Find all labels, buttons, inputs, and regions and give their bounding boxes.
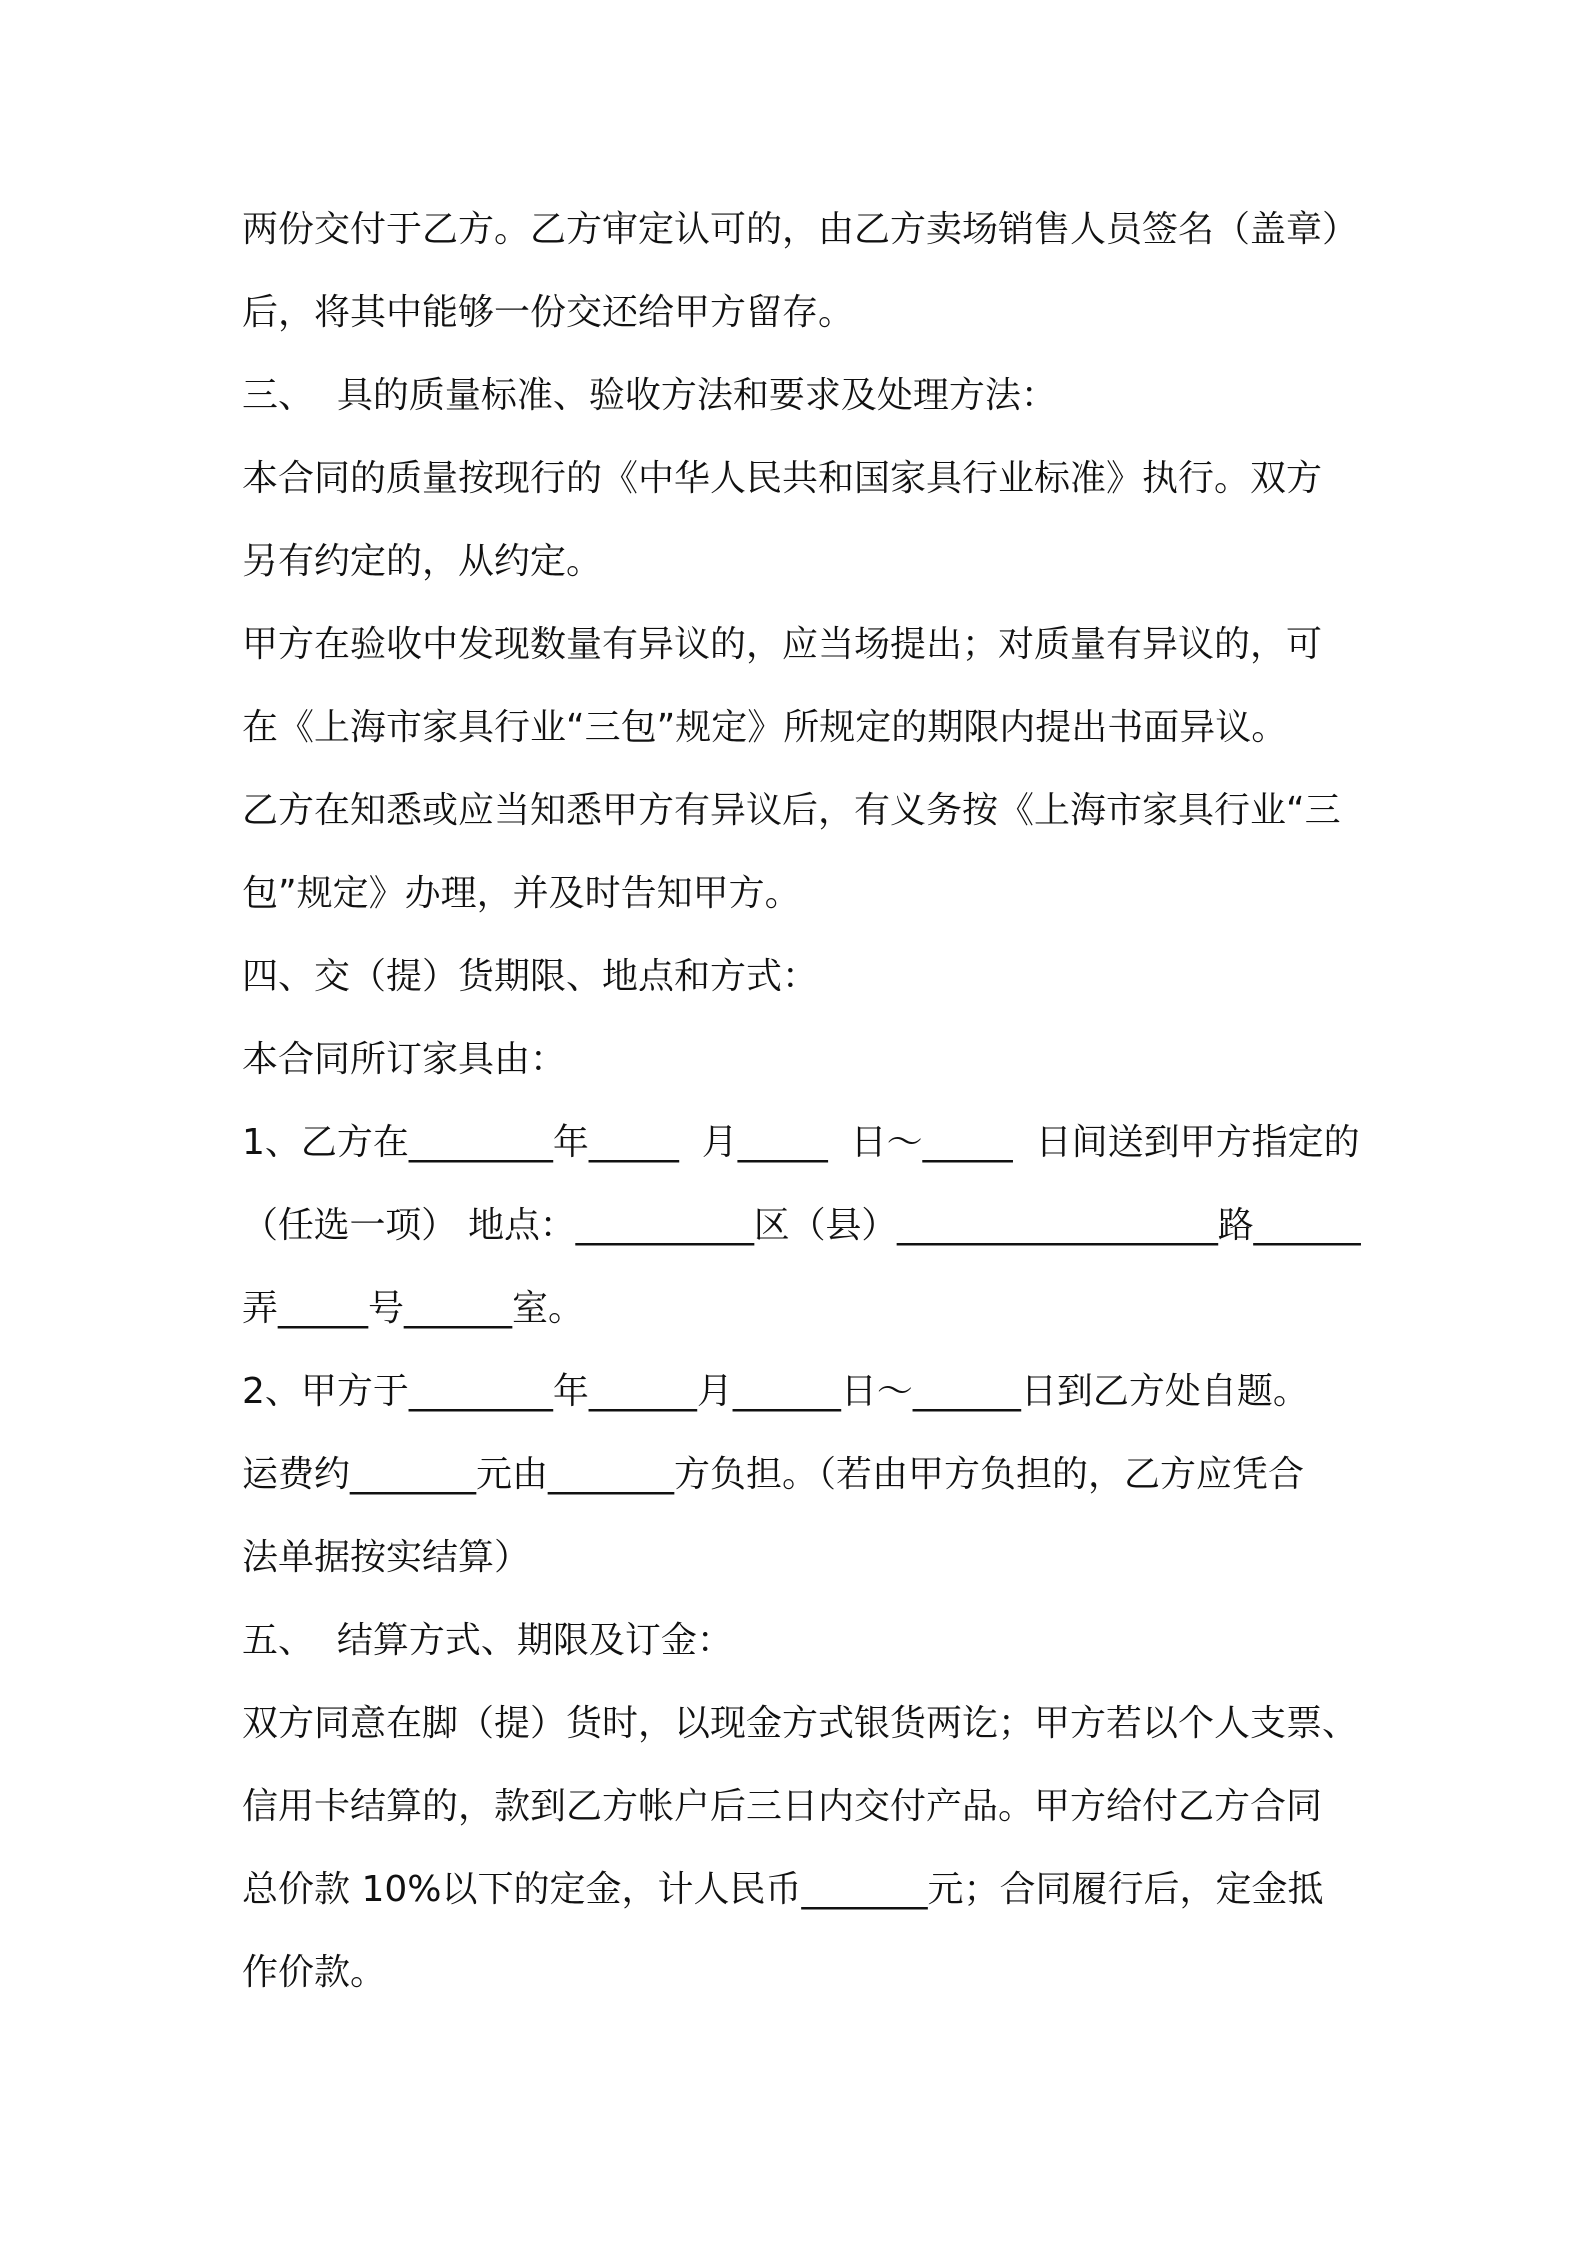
paragraph-line: （任选一项） 地点：__________区（县）__________________路______ <box>242 1205 1361 1246</box>
paragraph-line: 总价款 10%以下的定金，计人民币_______元；合同履行后，定金抵 <box>242 1869 1324 1910</box>
paragraph-line: 弄_____号______室。 <box>242 1288 585 1329</box>
paragraph-line: 另有约定的，从约定。 <box>242 541 603 582</box>
paragraph-line: 在《上海市家具行业“三包”规定》所规定的期限内提出书面异议。 <box>242 707 1288 748</box>
paragraph-line: 甲方在验收中发现数量有异议的，应当场提出；对质量有异议的，可 <box>242 624 1323 665</box>
paragraph-line: 后，将其中能够一份交还给甲方留存。 <box>242 292 855 333</box>
section-heading: 三、 具的质量标准、验收方法和要求及处理方法： <box>242 375 1057 416</box>
paragraph-line: 法单据按实结算） <box>242 1537 531 1578</box>
paragraph-line: 运费约_______元由_______方负担。（若由甲方负担的，乙方应凭合 <box>242 1454 1305 1495</box>
paragraph-line: 包”规定》办理，并及时告知甲方。 <box>242 873 801 914</box>
section-heading: 四、交（提）货期限、地点和方式： <box>242 956 819 997</box>
section-heading: 五、 结算方式、期限及订金： <box>242 1620 733 1661</box>
paragraph-line: 2、甲方于________年______月______日～______日到乙方处自题。 <box>242 1371 1309 1412</box>
paragraph-line: 本合同的质量按现行的《中华人民共和国家具行业标准》执行。双方 <box>242 458 1323 499</box>
paragraph-line: 本合同所订家具由： <box>242 1039 567 1080</box>
paragraph-line: 双方同意在脚（提）货时，以现金方式银货两讫；甲方若以个人支票、 <box>242 1703 1359 1744</box>
paragraph-line: 两份交付于乙方。乙方审定认可的，由乙方卖场销售人员签名（盖章） <box>242 209 1359 250</box>
paragraph-line: 信用卡结算的，款到乙方帐户后三日内交付产品。甲方给付乙方合同 <box>242 1786 1323 1827</box>
paragraph-line: 1、乙方在________年_____ 月_____ 日～_____ 日间送到甲方指定的 <box>242 1122 1360 1163</box>
paragraph-line: 乙方在知悉或应当知悉甲方有异议后，有义务按《上海市家具行业“三 <box>242 790 1341 831</box>
paragraph-line: 作价款。 <box>242 1952 387 1993</box>
